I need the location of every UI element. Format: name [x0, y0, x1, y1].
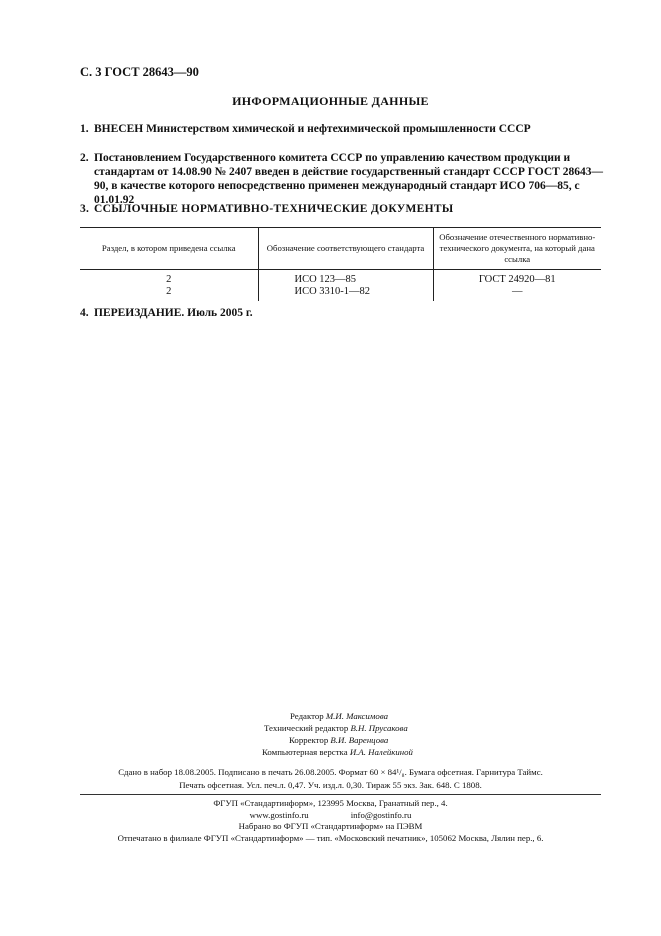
cell-section: 2 [166, 286, 172, 297]
item-number: 4. [80, 307, 89, 319]
credit-editor [290, 711, 388, 723]
publisher-website[interactable]: www.gostinfo.ru [249, 809, 309, 820]
publisher-block [0, 798, 661, 844]
header-national: Обозначение отечественного нормативно-технического документа, на который дана ссылка [433, 228, 601, 270]
table-row [80, 286, 601, 301]
imprint-line-1: Сдано в набор 18.08.2005. Подписано в печать 26.08.2005. Формат 60 × 84¹/₈. Бумага офсетная. Гарнитура Таймс. [118, 767, 543, 777]
cell-national: — [512, 286, 523, 297]
divider [80, 794, 601, 795]
publisher-contacts [0, 810, 661, 822]
page-header: С. 3 ГОСТ 28643—90 [80, 65, 199, 79]
credit-layout [262, 747, 413, 759]
credit-role: Корректор [289, 735, 329, 745]
cell-standard: ИСО 3310-1—82 [258, 286, 433, 301]
credit-name: В.Н. Прусакова [350, 723, 408, 733]
cell-section: 2 [166, 274, 172, 285]
imprint-line-2: Печать офсетная. Усл. печ.л. 0,47. Уч. изд.л. 0,30. Тираж 55 экз. Зак. 648. С 1808. [179, 780, 482, 790]
credit-proofreader [289, 735, 388, 747]
section-title: ИНФОРМАЦИОННЫЕ ДАННЫЕ [232, 94, 429, 108]
item-text: Постановлением Государственного комитета СССР по управлению качеством продукции и стандартам от 14.08.90 № 2407 введен в действие государственный стандарт СССР ГОСТ 28643—90, в качестве которого непосредственно применен международный стандарт ИСО 706—85, с 01.01.92 [94, 152, 603, 206]
header-standard: Обозначение соответствующего стандарта [258, 228, 433, 270]
credit-name: М.И. Максимова [325, 711, 388, 721]
item-number: 1. [80, 123, 89, 135]
credit-role: Компьютерная верстка [262, 747, 348, 757]
publisher-printer: Отпечатано в филиале ФГУП «Стандартинформ» — тип. «Московский печатник», 105062 Москва, Лялин пер., 6. [117, 832, 544, 843]
item-number: 3. [80, 203, 90, 215]
header-section: Раздел, в котором приведена ссылка [80, 228, 258, 270]
credit-role: Технический редактор [264, 723, 349, 733]
item-text: ПЕРЕИЗДАНИЕ. Июль 2005 г. [94, 307, 253, 319]
table-row [80, 270, 601, 287]
credit-name: И.А. Налейкиной [349, 747, 413, 757]
item-number: 2. [80, 152, 89, 164]
item-text: ВНЕСЕН Министерством химической и нефтехимической промышленности СССР [94, 123, 531, 135]
publisher-email[interactable]: info@gostinfo.ru [350, 809, 412, 820]
credit-name: В.И. Варенцова [330, 735, 389, 745]
publisher-typeset: Набрано во ФГУП «Стандартинформ» на ПЭВМ [238, 821, 423, 831]
credit-role: Редактор [290, 711, 324, 721]
cell-standard: ИСО 123—85 [258, 270, 433, 287]
publisher-address: ФГУП «Стандартинформ», 123995 Москва, Гранатный пер., 4. [213, 798, 448, 808]
cell-national: ГОСТ 24920—81 [478, 274, 556, 285]
credit-tech-editor [264, 723, 408, 735]
item-text: ССЫЛОЧНЫЕ НОРМАТИВНО-ТЕХНИЧЕСКИЕ ДОКУМЕНТЫ [94, 203, 454, 215]
table-header-row [80, 228, 601, 270]
references-table [80, 227, 601, 301]
